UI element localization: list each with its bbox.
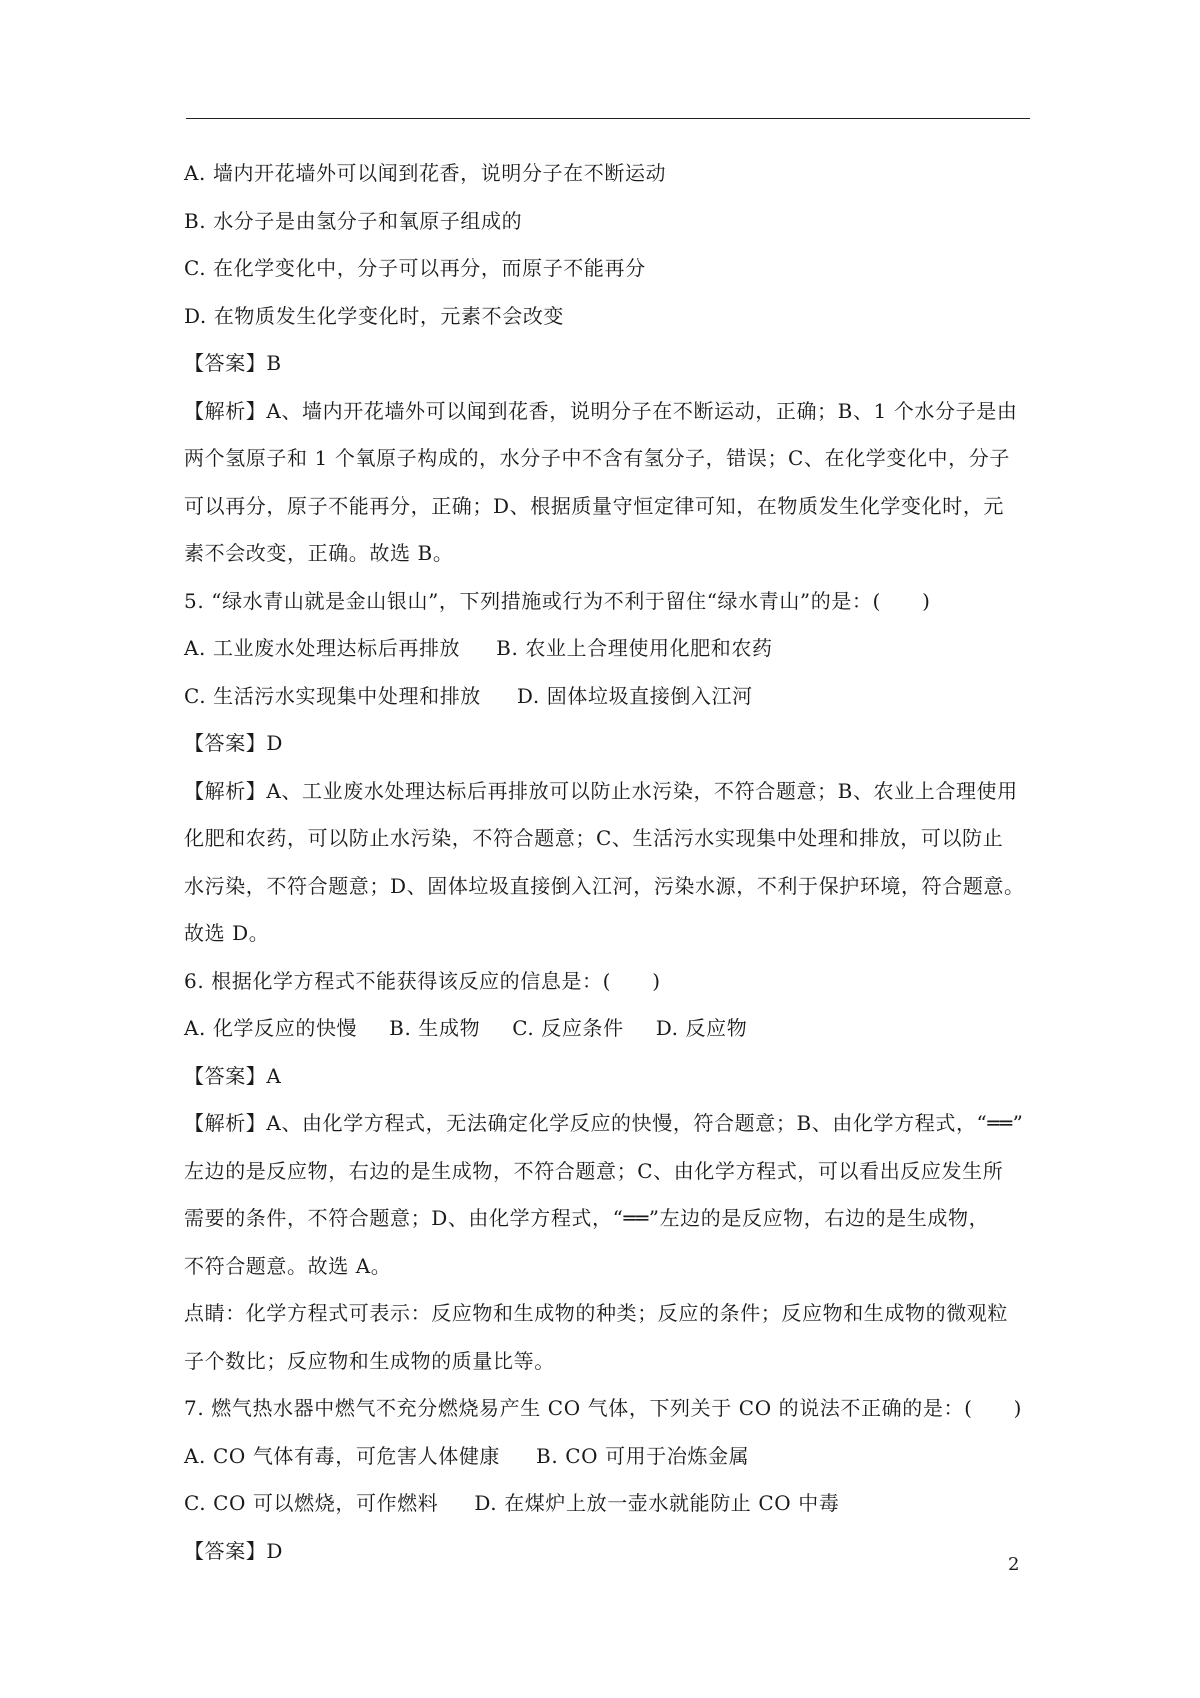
q5-option-a: A. 工业废水处理达标后再排放 [184,636,461,660]
q6-tip-line: 子个数比；反应物和生成物的质量比等。 [184,1348,555,1373]
q4-analysis-line: 两个氢原子和 1 个氧原子构成的，水分子中不含有氢分子，错误；C、在化学变化中，分子 [184,446,1010,470]
q6-analysis-line: 需要的条件，不符合题意；D、由化学方程式，“══”左边的是反应物，右边的是生成物， [184,1206,990,1230]
q6-option-b: B. 生成物 [389,1016,481,1040]
q4-option-a: A. 墙内开花墙外可以闻到花香，说明分子在不断运动 [184,161,667,185]
q4-answer: 【答案】B [184,351,282,375]
q5-option-b: B. 农业上合理使用化肥和农药 [496,636,773,660]
q6-stem: 6. 根据化学方程式不能获得该反应的信息是：( ) [184,968,661,993]
q5-option-c: C. 生活污水实现集中处理和排放 [184,683,481,708]
q5-options-row-1 [184,625,1032,673]
q5-stem: 5. “绿水青山就是金山银山”，下列措施或行为不利于留住“绿水青山”的是：( ) [184,588,931,613]
q5-analysis-line: 【解析】A、工业废水处理达标后再排放可以防止水污染，不符合题意；B、农业上合理使用 [184,778,1018,803]
q5-analysis-line: 化肥和农药，可以防止水污染，不符合题意；C、生活污水实现集中处理和排放，可以防止 [184,826,1004,850]
q6-analysis-line: 左边的是反应物，右边的是生成物，不符合题意；C、由化学方程式，可以看出反应发生所 [184,1158,1004,1183]
q7-option-a: A. CO 气体有毒，可危害人体健康 [184,1443,501,1468]
q4-option-c: C. 在化学变化中，分子可以再分，而原子不能再分 [184,256,646,280]
q6-option-d: D. 反应物 [655,1016,748,1040]
q5-analysis-line: 水污染，不符合题意；D、固体垃圾直接倒入江河，污染水源，不利于保护环境，符合题意。 [184,873,1025,898]
q7-stem: 7. 燃气热水器中燃气不充分燃烧易产生 CO 气体，下列关于 CO 的说法不正确的是：( ) [184,1396,1023,1420]
q4-analysis-line: 可以再分，原子不能再分，正确；D、根据质量守恒定律可知，在物质发生化学变化时，元 [184,493,1005,518]
q5-answer: 【答案】D [184,731,284,755]
q5-options-row-2 [184,673,1032,721]
q6-option-a: A. 化学反应的快慢 [184,1016,358,1040]
q4-analysis-line: 【解析】A、墙内开花墙外可以闻到花香，说明分子在不断运动，正确；B、1 个水分子是由 [184,398,1018,423]
q7-option-c: C. CO 可以燃烧，可作燃料 [184,1491,439,1515]
q6-options-row [184,1005,1032,1053]
q6-tip-line: 点睛：化学方程式可表示：反应物和生成物的种类；反应的条件；反应物和生成物的微观粒 [184,1301,1008,1325]
q4-option-b: B. 水分子是由氢分子和氧原子组成的 [184,208,523,233]
q7-option-b: B. CO 可用于冶炼金属 [536,1443,750,1468]
q4-option-d: D. 在物质发生化学变化时，元素不会改变 [184,303,565,328]
document-body [184,150,1032,1575]
q7-answer: 【答案】D [184,1538,284,1563]
page-number: 2 [1008,1554,1020,1575]
q4-analysis-line: 素不会改变，正确。故选 B。 [184,541,454,565]
q6-answer: 【答案】A [184,1063,282,1088]
q5-analysis-line: 故选 D。 [184,921,270,945]
header-rule [186,118,1030,119]
q7-option-d: D. 在煤炉上放一壶水就能防止 CO 中毒 [474,1491,840,1515]
q6-analysis-line: 不符合题意。故选 A。 [184,1253,392,1278]
q6-option-c: C. 反应条件 [512,1016,624,1040]
q6-analysis-line: 【解析】A、由化学方程式，无法确定化学反应的快慢，符合题意；B、由化学方程式，“══” [184,1111,1024,1135]
q7-options-row-1 [184,1433,1032,1481]
q5-option-d: D. 固体垃圾直接倒入江河 [516,683,753,708]
q7-options-row-2 [184,1480,1032,1528]
